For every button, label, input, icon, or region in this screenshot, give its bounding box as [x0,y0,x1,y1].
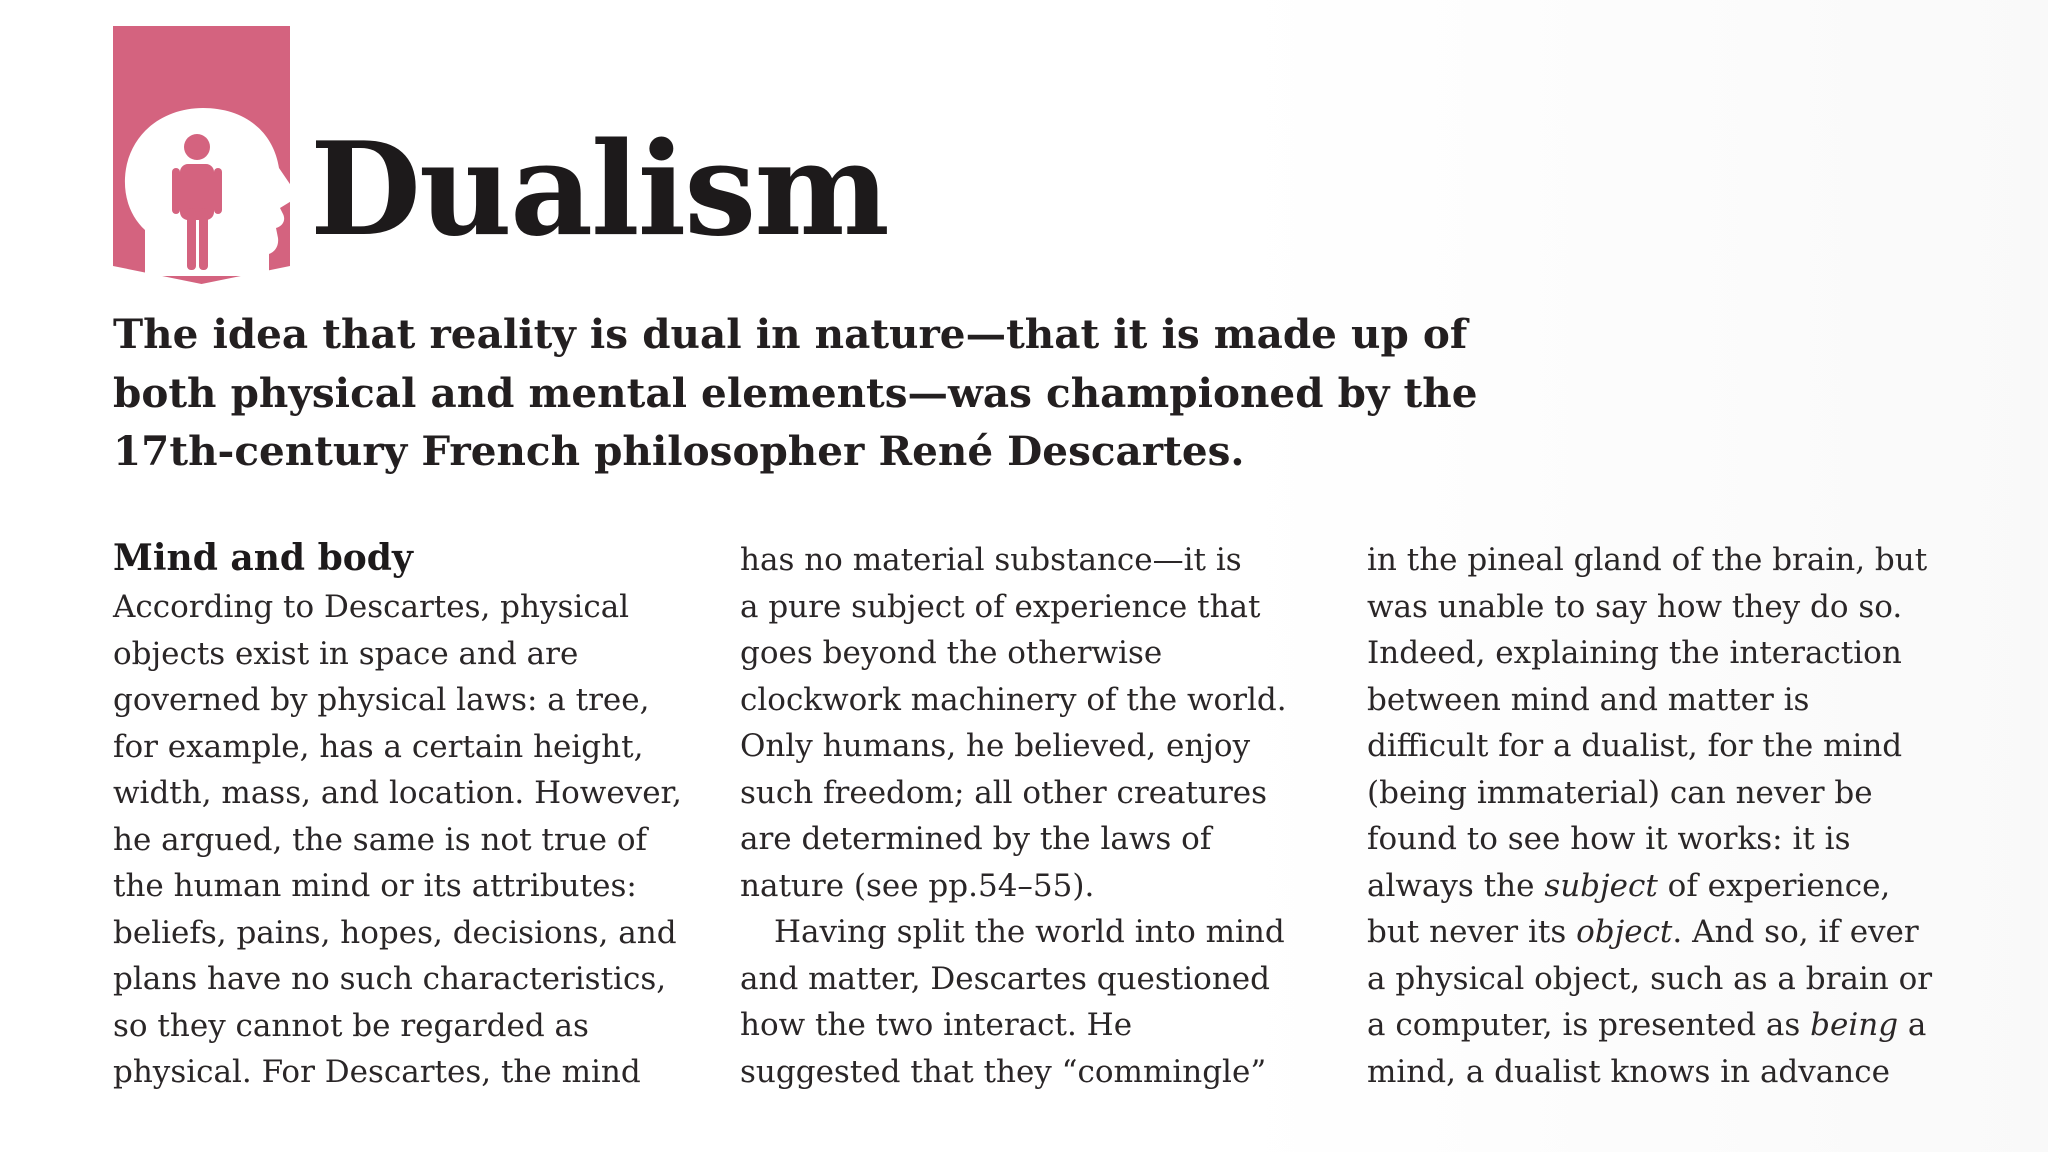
body-line: beliefs, pains, hopes, decisions, and [113,914,677,951]
body-line: clockwork machinery of the world. [740,681,1287,718]
body-line: Indeed, explaining the interaction [1367,635,1902,671]
body-line: plans have no such characteristics, [113,961,667,997]
body-line: width, mass, and location. However, [113,775,682,811]
intro-line: both physical and mental elements—was championed by the [113,368,1478,417]
body-line: for example, has a certain height, [113,728,644,765]
emphasis-text: object [1576,914,1673,950]
section-heading: Mind and body [113,537,413,579]
body-line: such freedom; all other creatures [740,774,1268,811]
body-line: has no material substance—it is [740,542,1242,578]
body-line: found to see how it works: it is [1367,821,1851,857]
body-line: the human mind or its attributes: [113,868,637,904]
body-line: so they cannot be regarded as [113,1007,589,1044]
body-line: suggested that they “commingle” [740,1053,1267,1090]
text-run: always the [1367,867,1545,904]
text-run: a [1898,1007,1927,1043]
body-line: mind, a dualist knows in advance [1367,1053,1890,1090]
body-line: Having split the world into mind [774,914,1285,950]
body-line: Only humans, he believed, enjoy [740,728,1251,764]
text-column-2 [740,537,1340,1095]
head-person-icon [113,26,290,284]
body-line: objects exist in space and are [113,635,579,672]
body-line: a pure subject of experience that [740,588,1261,625]
body-line: According to Descartes, physical [113,589,630,625]
text-column-3 [1367,537,1967,1095]
body-line: goes beyond the otherwise [740,635,1163,671]
body-line: are determined by the laws of [740,821,1212,857]
body-line: was unable to say how they do so. [1367,588,1903,625]
intro-line: 17th-century French philosopher René Descartes. [113,427,1245,475]
page-title: Dualism [310,115,888,265]
body-line: a physical object, such as a brain or [1367,960,1933,997]
body-line: how the two interact. He [740,1007,1133,1043]
body-line [1367,1002,1967,1049]
text-column-1 [113,537,713,1096]
intro-paragraph [113,305,1513,481]
body-line: nature (see pp.54–55). [740,867,1095,904]
body-line: governed by physical laws: a tree, [113,682,650,718]
body-line: between mind and matter is [1367,681,1810,718]
intro-line: The idea that reality is dual in nature—that it is made up of [113,310,1468,358]
text-run: of experience, [1657,867,1891,904]
emphasis-text: being [1810,1007,1899,1043]
text-run: . And so, if ever [1672,914,1919,950]
body-line [1367,909,1967,956]
body-line: physical. For Descartes, the mind [113,1054,641,1090]
body-line: (being immaterial) can never be [1367,774,1873,811]
text-run: a computer, is presented as [1367,1007,1811,1043]
text-run: but never its [1367,914,1577,950]
body-line: he argued, the same is not true of [113,821,647,858]
body-line: difficult for a dualist, for the mind [1367,728,1903,764]
emphasis-text: subject [1544,867,1658,904]
body-line: and matter, Descartes questioned [740,960,1270,997]
body-line [1367,863,1967,910]
body-line: in the pineal gland of the brain, but [1367,542,1928,578]
